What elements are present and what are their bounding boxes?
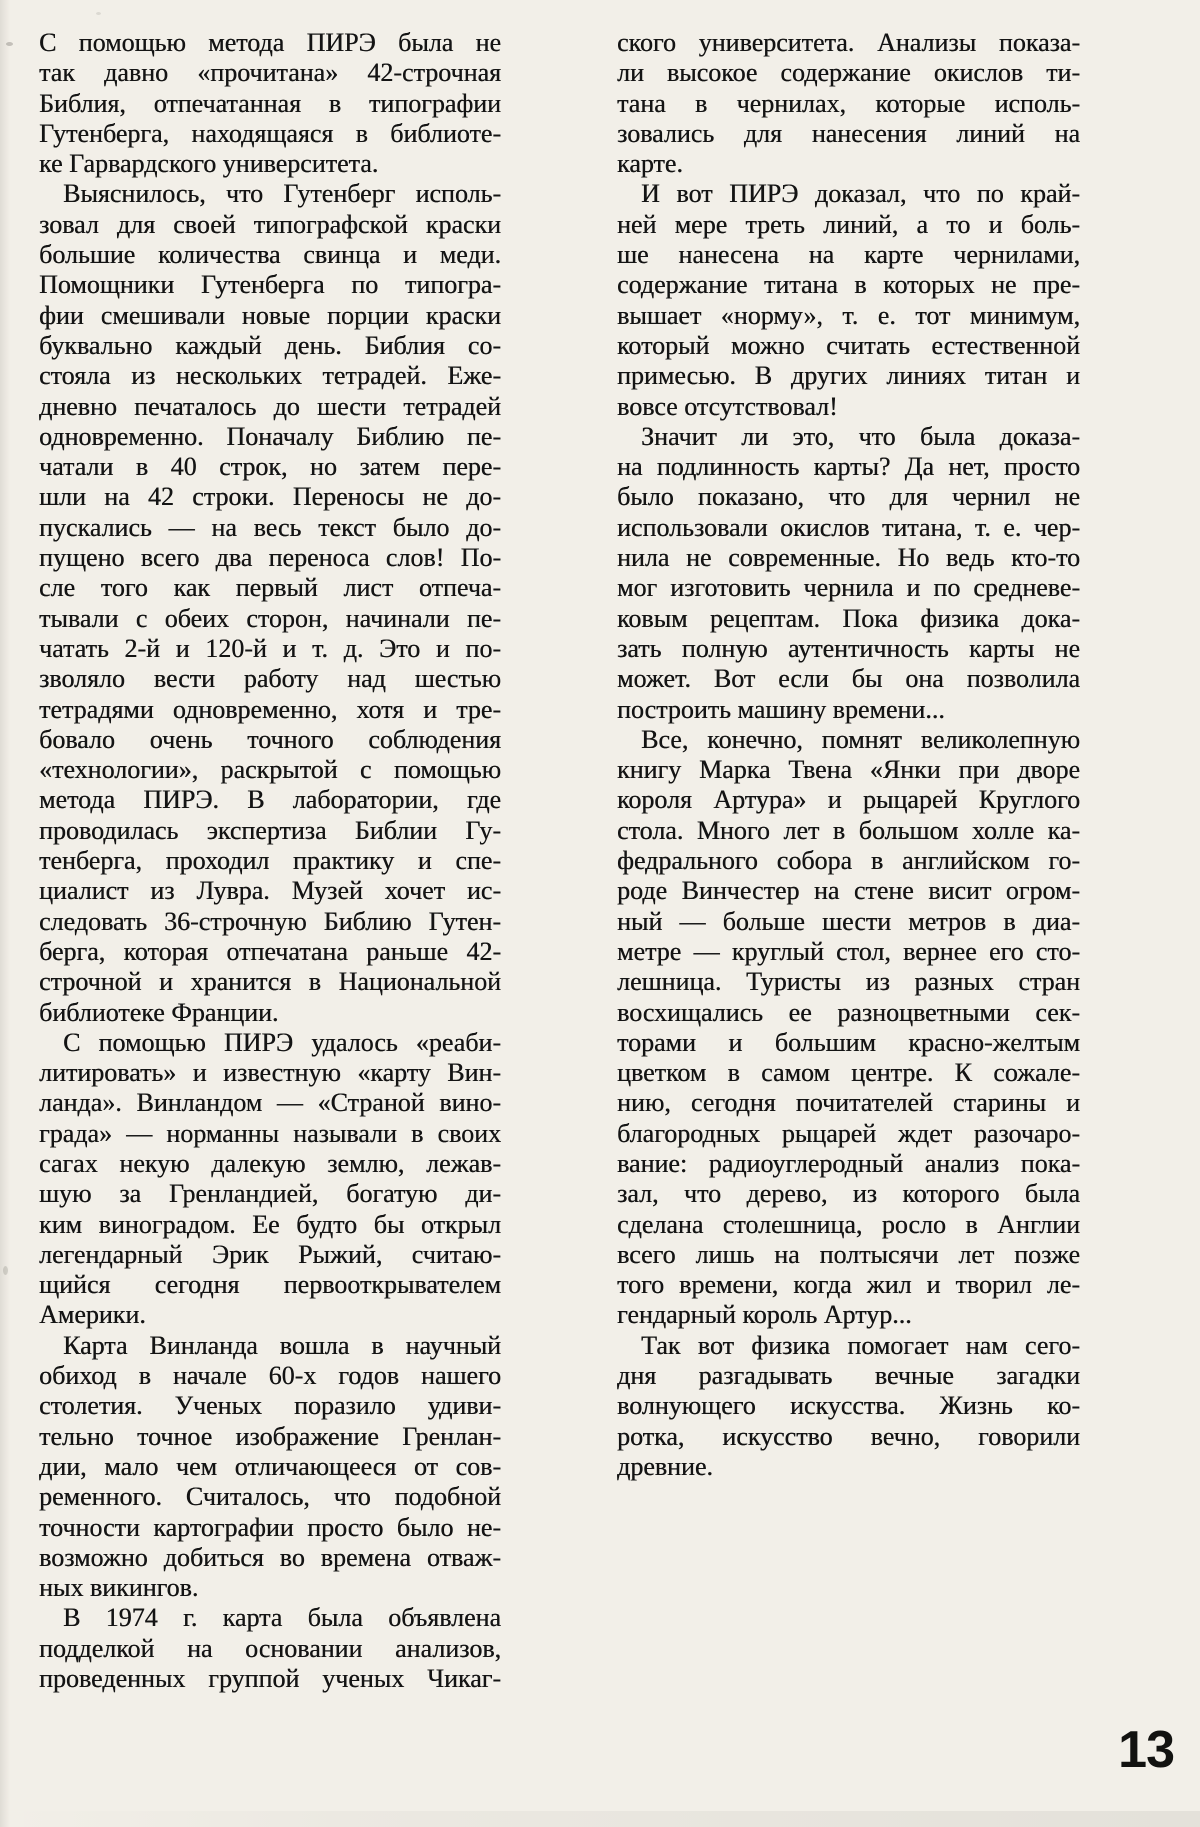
text-line: книгу Марка Твена «Янки при дворе <box>617 755 1080 785</box>
text-line: использовали окислов титана, т. е. чер- <box>617 512 1080 542</box>
text-line: стола. Много лет в большом холле ка- <box>617 815 1080 845</box>
text-line: проводилась экспертиза Библии Гу- <box>39 815 501 845</box>
text-line: ланда». Винландом — «Страной вино- <box>39 1088 501 1118</box>
text-line: ке Гарвардского университета. <box>39 149 379 179</box>
text-line: тана в чернилах, которые исполь- <box>617 88 1080 118</box>
text-line: ней мере треть линий, а то и боль- <box>617 209 1080 239</box>
text-line: шли на 42 строки. Переносы не до- <box>39 482 501 512</box>
text-line: мог изготовить чернила и по средневе- <box>617 573 1080 603</box>
text-line: Библия, отпечатанная в типографии <box>39 88 501 118</box>
text-column-right <box>617 28 1080 1694</box>
text-line: на подлинность карты? Да нет, просто <box>617 452 1080 482</box>
text-line: стояла из нескольких тетрадей. Еже- <box>39 361 501 391</box>
paragraph <box>617 1331 1080 1482</box>
text-line: содержание титана в которых не пре- <box>617 270 1080 300</box>
text-line: ли высокое содержание окислов ти- <box>617 58 1080 88</box>
text-line: зать полную аутентичность карты не <box>617 633 1080 663</box>
text-line: С помощью метода ПИРЭ была не <box>39 28 501 57</box>
text-line: возможно добиться во времена отваж- <box>39 1542 501 1572</box>
text-line: литировать» и известную «карту Вин- <box>39 1058 501 1088</box>
paragraph <box>39 28 501 179</box>
text-line: восхищались ее разноцветными сек- <box>617 997 1080 1027</box>
text-line: тывали с обеих сторон, начинали пе- <box>39 603 501 633</box>
text-line: метода ПИРЭ. В лаборатории, где <box>39 785 501 815</box>
text-line: построить машину времени... <box>617 694 945 724</box>
text-line: циалист из Лувра. Музей хочет ис- <box>39 876 501 906</box>
text-line: библиотеке Франции. <box>39 997 279 1027</box>
text-line: большие количества свинца и меди. <box>39 240 501 270</box>
text-line: Помощники Гутенберга по типогра- <box>39 270 501 300</box>
text-line: «технологии», раскрытой с помощью <box>39 755 501 785</box>
text-line: тетрадями одновременно, хотя и тре- <box>39 694 501 724</box>
text-line: волнующего искусства. Жизнь ко- <box>617 1391 1080 1421</box>
text-line: пускались — на весь текст было до- <box>39 512 501 542</box>
text-line: Выяснилось, что Гутенберг исполь- <box>63 179 501 209</box>
text-line: легендарный Эрик Рыжий, считаю- <box>39 1239 501 1269</box>
text-line: сагах некую далекую землю, лежав- <box>39 1148 501 1178</box>
text-line: пущено всего два переноса слов! По- <box>39 543 501 573</box>
text-line: вание: радиоуглеродный анализ пока- <box>617 1148 1080 1178</box>
text-line: зволяло вести работу над шестью <box>39 664 501 694</box>
text-line: следовать 36-строчную Библию Гутен- <box>39 906 501 936</box>
text-line: нила не современные. Но ведь кто-то <box>617 543 1080 573</box>
text-line: ный — больше шести метров в диа- <box>617 906 1080 936</box>
paragraph <box>39 1603 501 1694</box>
text-line: роде Винчестер на стене висит огром- <box>617 876 1080 906</box>
text-line: дня разгадывать вечные загадки <box>617 1361 1080 1391</box>
paragraph <box>39 1028 501 1331</box>
text-column-left <box>39 28 501 1694</box>
text-line: дии, мало чем отличающееся от сов- <box>39 1451 501 1481</box>
text-line: дневно печаталось до шести тетрадей <box>39 391 501 421</box>
text-line: буквально каждый день. Библия со- <box>39 330 501 360</box>
text-line: зовались для нанесения линий на <box>617 118 1080 148</box>
paragraph <box>617 422 1080 725</box>
text-line: Все, конечно, помнят великолепную <box>641 724 1080 754</box>
text-line: так давно «прочитана» 42-строчная <box>39 58 501 88</box>
text-line: который можно считать естественной <box>617 330 1080 360</box>
scan-speck <box>3 1266 8 1275</box>
text-line: вовсе отсутствовал! <box>617 391 838 421</box>
page-number: 13 <box>1118 1721 1174 1779</box>
text-line: того времени, когда жил и творил ле- <box>617 1270 1080 1300</box>
text-line: ременного. Считалось, что подобной <box>39 1482 501 1512</box>
paragraph <box>617 179 1080 421</box>
text-line: сделана столешница, росло в Англии <box>617 1209 1080 1239</box>
text-line: чатали в 40 строк, но затем пере- <box>39 452 501 482</box>
text-line: Так вот физика помогает нам сего- <box>641 1330 1080 1360</box>
text-line: ных викингов. <box>39 1573 199 1603</box>
scan-speck <box>96 12 101 15</box>
text-line: ротка, искусство вечно, говорили <box>617 1421 1080 1451</box>
text-line: столетия. Ученых поразило удиви- <box>39 1391 501 1421</box>
text-line: Значит ли это, что была доказа- <box>641 421 1080 451</box>
text-line: вышает «норму», т. е. тот минимум, <box>617 300 1080 330</box>
text-line: подделкой на основании анализов, <box>39 1633 501 1663</box>
text-line: града» — норманны называли в своих <box>39 1118 501 1148</box>
text-line: было показано, что для чернил не <box>617 482 1080 512</box>
text-line: лешница. Туристы из разных стран <box>617 967 1080 997</box>
text-line: В 1974 г. карта была объявлена <box>63 1603 501 1633</box>
text-line: благородных рыцарей ждет разочаро- <box>617 1118 1080 1148</box>
text-line: метре — круглый стол, вернее его сто- <box>617 936 1080 966</box>
text-line: ковым рецептам. Пока физика дока- <box>617 603 1080 633</box>
text-line: зал, что дерево, из которого была <box>617 1179 1080 1209</box>
text-line: бовало очень точного соблюдения <box>39 724 501 754</box>
text-line: сле того как первый лист отпеча- <box>39 573 501 603</box>
text-line: зовал для своей типографской краски <box>39 209 501 239</box>
text-line: короля Артура» и рыцарей Круглого <box>617 785 1080 815</box>
text-line: карте. <box>617 149 683 179</box>
text-line: щийся сегодня первооткрывателем <box>39 1270 501 1300</box>
text-line: шую за Гренландией, богатую ди- <box>39 1179 501 1209</box>
text-line: ким виноградом. Ее будто бы открыл <box>39 1209 501 1239</box>
text-line: гендарный король Артур... <box>617 1300 912 1330</box>
scan-speck <box>6 42 13 46</box>
paragraph <box>617 28 1080 179</box>
text-line: примесью. В других линиях титан и <box>617 361 1080 391</box>
paragraph <box>617 725 1080 1331</box>
text-line: одновременно. Поначалу Библию пе- <box>39 421 501 451</box>
text-line: тельно точное изображение Гренлан- <box>39 1421 501 1451</box>
text-line: С помощью ПИРЭ удалось «реаби- <box>63 1027 501 1057</box>
text-line: Карта Винланда вошла в научный <box>63 1330 501 1360</box>
text-line: торами и большим красно-желтым <box>617 1027 1080 1057</box>
text-line: Гутенберга, находящаяся в библиоте- <box>39 118 501 148</box>
text-line: берга, которая отпечатана раньше 42- <box>39 936 501 966</box>
text-line: нию, сегодня почитателей старины и <box>617 1088 1080 1118</box>
text-line: обиход в начале 60-х годов нашего <box>39 1361 501 1391</box>
text-line: строчной и хранится в Национальной <box>39 967 501 997</box>
scan-noise-strip <box>0 1811 1200 1827</box>
text-line: Америки. <box>39 1300 146 1330</box>
text-line: ше нанесена на карте чернилами, <box>617 240 1080 270</box>
paragraph <box>39 179 501 1027</box>
text-line: всего лишь на полтысячи лет позже <box>617 1239 1080 1269</box>
text-line: может. Вот если бы она позволила <box>617 664 1080 694</box>
text-line: федрального собора в английском го- <box>617 846 1080 876</box>
text-line: цветком в самом центре. К сожале- <box>617 1058 1080 1088</box>
text-line: тенберга, проходил практику и спе- <box>39 846 501 876</box>
text-line: проведенных группой ученых Чикаг- <box>39 1664 501 1694</box>
text-line: древние. <box>617 1451 713 1481</box>
text-line: ского университета. Анализы показа- <box>617 28 1080 57</box>
paragraph <box>39 1331 501 1604</box>
text-line: точности картографии просто было не- <box>39 1512 501 1542</box>
text-line: фии смешивали новые порции краски <box>39 300 501 330</box>
text-line: И вот ПИРЭ доказал, что по край- <box>641 179 1080 209</box>
article-text-block <box>39 28 1080 1694</box>
text-line: чатать 2-й и 120-й и т. д. Это и по- <box>39 633 501 663</box>
